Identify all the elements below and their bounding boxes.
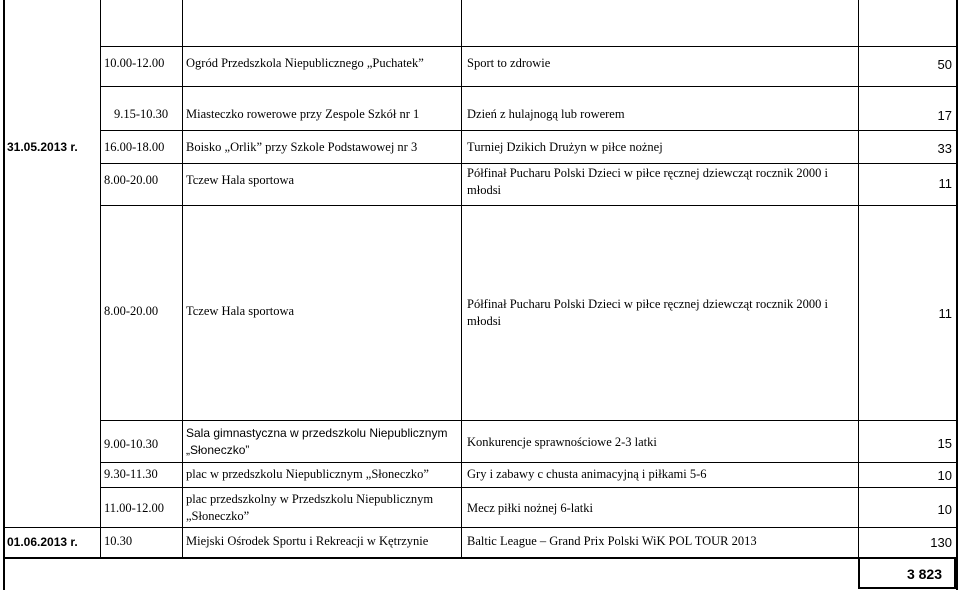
table-border-right [956,0,958,590]
column-divider [100,0,101,557]
time-cell: 11.00-12.00 [104,501,164,515]
time-cell: 8.00-20.00 [104,304,159,318]
row-divider [100,205,958,206]
row-divider [100,462,958,463]
place-cell: Tczew Hala sportowa [186,173,295,187]
time-cell: 8.00-20.00 [104,173,159,187]
place-cell: Sala gimnastyczna w przedszkolu Niepublicznym „Słoneczko” [186,426,448,457]
place-cell: Tczew Hala sportowa [186,304,295,318]
table-border-bottom [3,557,958,559]
event-cell: Konkurencje sprawnościowe 2-3 latki [467,435,657,449]
row-divider [100,163,958,164]
event-cell: Półfinał Pucharu Polski Dzieci w piłce ręcznej dziewcząt rocznik 2000 i młodsi [467,166,828,197]
place-cell: plac przedszkolny w Przedszkolu Niepublicznym „Słoneczko” [186,492,434,523]
event-cell: Baltic League – Grand Prix Polski WiK POL TOUR 2013 [467,534,757,548]
column-divider [461,0,462,557]
column-divider [858,0,859,557]
date-cell: 01.06.2013 r. [7,535,78,549]
column-divider [182,0,183,557]
count-cell: 130 [930,535,952,550]
table-border-left [3,0,5,590]
event-cell: Gry i zabawy c chusta animacyjną i piłkami 5-6 [467,467,707,481]
place-cell: Miejski Ośrodek Sportu i Rekreacji w Kętrzynie [186,534,429,548]
time-cell: 9.00-10.30 [104,437,159,451]
event-cell: Półfinał Pucharu Polski Dzieci w piłce ręcznej dziewcząt rocznik 2000 i młodsi [467,297,828,328]
place-cell: plac w przedszkolu Niepublicznym „Słoneczko” [186,467,429,481]
event-cell: Mecz piłki nożnej 6-latki [467,501,594,515]
count-cell: 50 [937,57,952,72]
total-value: 3 823 [906,566,942,582]
row-divider [100,420,958,421]
time-cell: 9.15-10.30 [114,107,169,121]
row-divider [100,130,958,131]
time-cell: 10.30 [104,534,133,548]
time-cell: 16.00-18.00 [104,140,165,154]
event-cell: Sport to zdrowie [467,56,551,70]
row-divider [100,86,958,87]
place-cell: Miasteczko rowerowe przy Zespole Szkół nr 1 [186,107,420,121]
count-cell: 10 [937,468,952,483]
total-box [858,557,956,589]
row-divider [3,527,958,528]
count-cell: 33 [937,141,952,156]
event-cell: Turniej Dzikich Drużyn w piłce nożnej [467,140,663,154]
row-divider [100,46,958,47]
row-divider [100,487,958,488]
place-cell: Ogród Przedszkola Niepublicznego „Puchatek” [186,56,424,70]
count-cell: 10 [937,502,952,517]
date-cell: 31.05.2013 r. [7,140,78,154]
count-cell: 11 [938,306,952,321]
count-cell: 17 [937,108,952,123]
time-cell: 9.30-11.30 [104,467,158,481]
event-cell: Dzień z hulajnogą lub rowerem [467,107,625,121]
place-cell: Boisko „Orlik” przy Szkole Podstawowej nr 3 [186,140,418,154]
count-cell: 11 [938,176,952,191]
count-cell: 15 [937,436,952,451]
time-cell: 10.00-12.00 [104,56,165,70]
